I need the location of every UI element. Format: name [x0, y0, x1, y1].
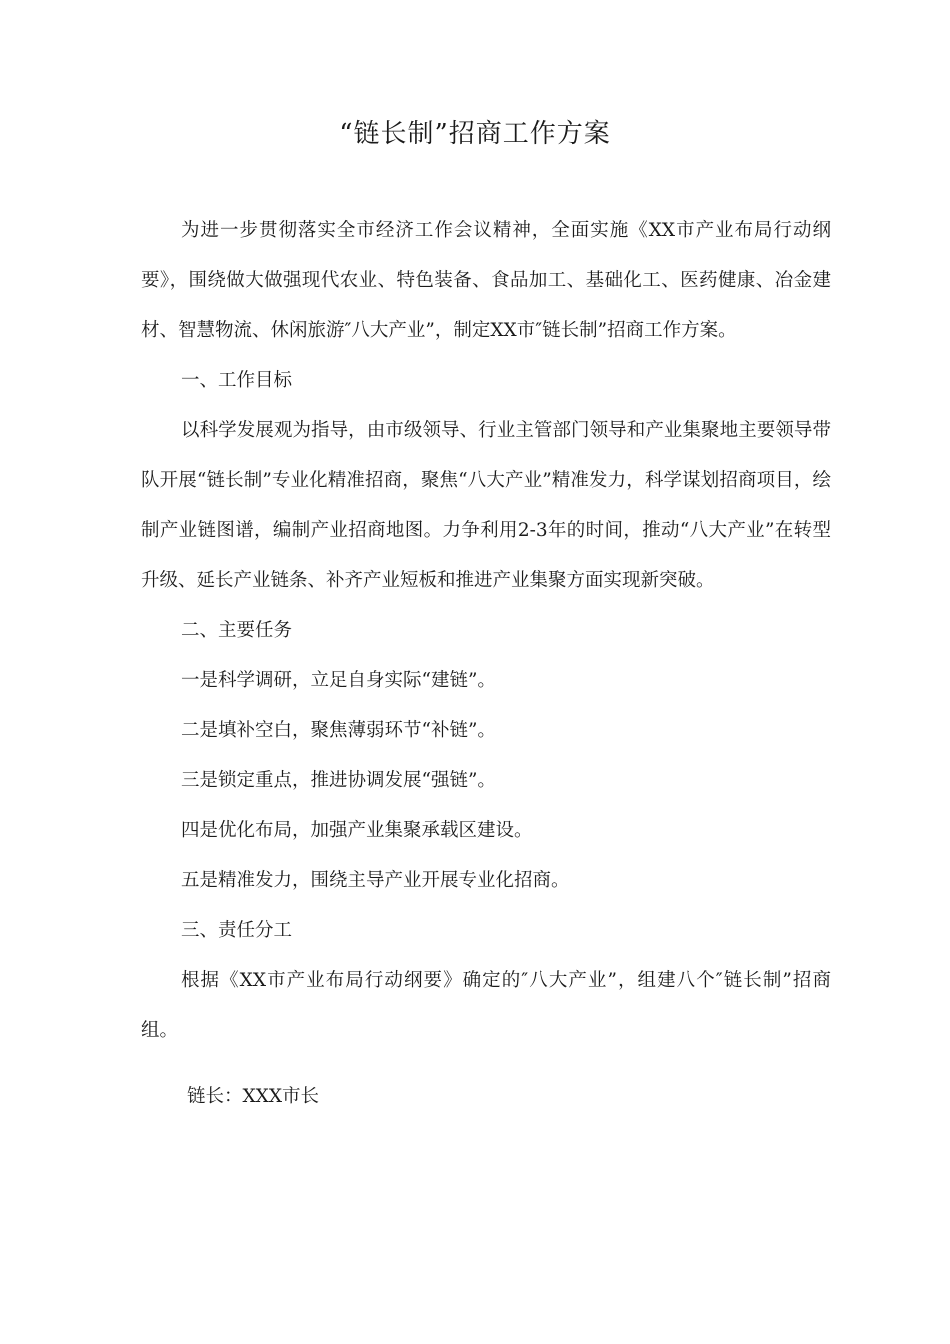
intro-paragraph: 为进一步贯彻落实全市经济工作会议精神，全面实施《XX市产业布局行动纲要》，围绕做大做强现代农业、特色装备、食品加工、基础化工、医药健康、冶金建材、智慧物流、休闲旅游″八大产业”，制定XX市″链长制”招商工作方案。 — [141, 220, 831, 341]
task-item-3: 三是锁定重点，推进协调发展“强链”。 — [181, 770, 496, 791]
document-title: “链长制”招商工作方案 — [339, 119, 611, 149]
task-item-2: 二是填补空白，聚焦薄弱环节“补链”。 — [181, 720, 496, 741]
task-item-5: 五是精准发力，围绕主导产业开展专业化招商。 — [181, 870, 570, 891]
section-heading-goals: 一、工作目标 — [181, 370, 293, 391]
chain-leader-line: 链长：XXX市长 — [187, 1086, 320, 1107]
task-item-1: 一是科学调研，立足自身实际“建链”。 — [181, 670, 496, 691]
responsibilities-paragraph: 根据《XX市产业布局行动纲要》确定的″八大产业”，组建八个″链长制”招商组。 — [141, 970, 831, 1041]
goals-paragraph: 以科学发展观为指导，由市级领导、行业主管部门领导和产业集聚地主要领导带队开展“链长制”专业化精准招商，聚焦“八大产业”精准发力，科学谋划招商项目，绘制产业链图谱，编制产业招商地图。力争利用2-3年的时间，推动“八大产业”在转型升级、延长产业链条、补齐产业短板和推进产业集聚方面实现新突破。 — [141, 420, 831, 591]
section-heading-responsibilities: 三、责任分工 — [181, 920, 293, 941]
section-heading-tasks: 二、主要任务 — [181, 620, 293, 641]
document-body — [141, 206, 831, 1122]
task-item-4: 四是优化布局，加强产业集聚承载区建设。 — [181, 820, 533, 841]
